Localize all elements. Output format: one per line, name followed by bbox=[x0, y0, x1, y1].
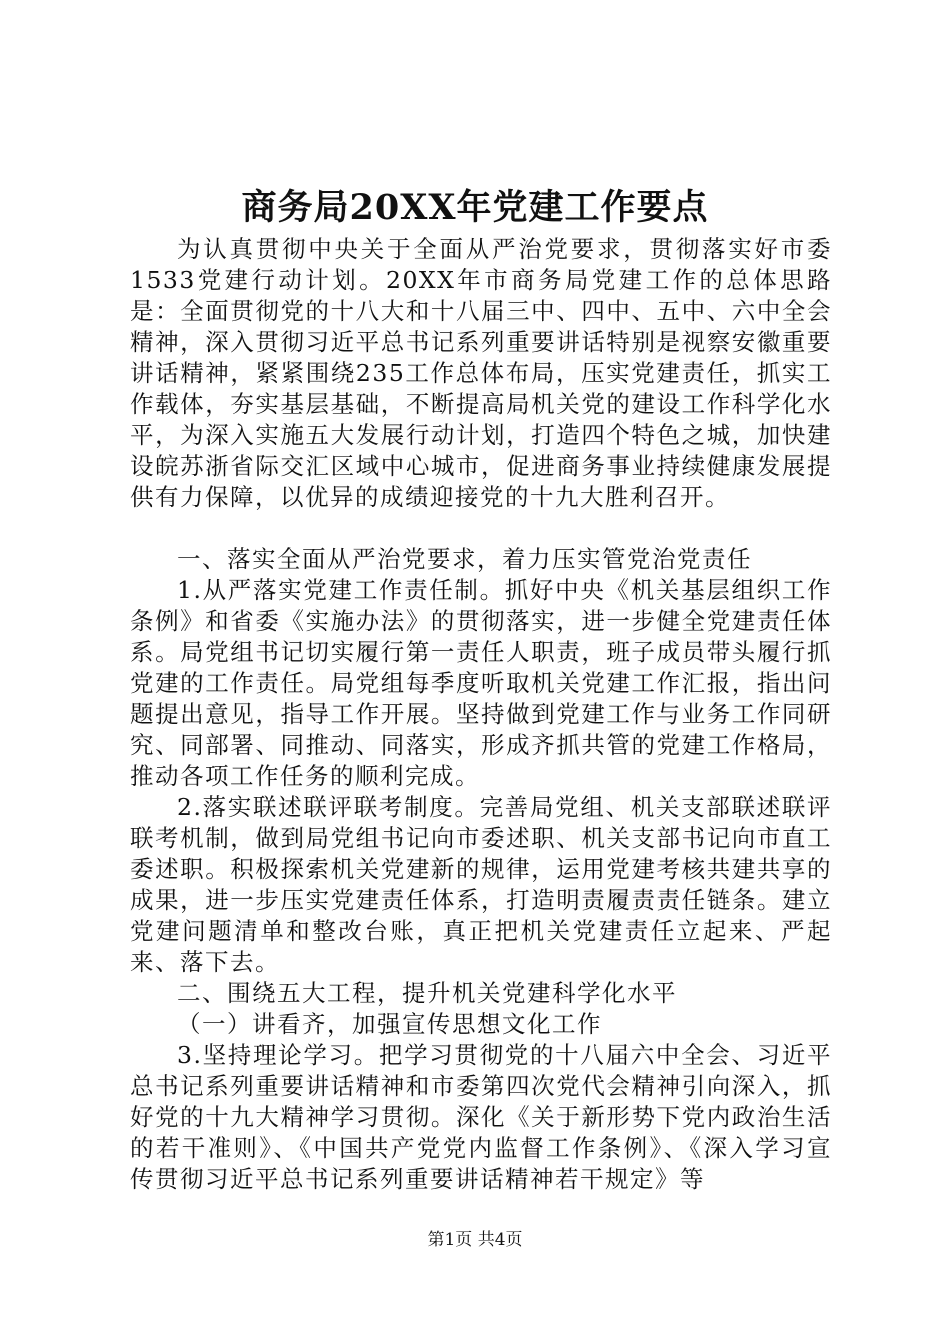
item-paragraph-2: 2.落实联述联评联考制度。完善局党组、机关支部联述联评联考机制，做到局党组书记向市委述职、机关支部书记向市直工委述职。积极探索机关党建新的规律，运用党建考核共建共享的成果，进一步压实党建责任体系，打造明责履责责任链条。建立党建问题清单和整改台账，真正把机关党建责任立起来、严起来、落下去。 bbox=[130, 793, 832, 976]
intro-paragraph: 为认真贯彻中央关于全面从严治党要求，贯彻落实好市委1533党建行动计划。20XX年市商务局党建工作的总体思路是：全面贯彻党的十八大和十八届三中、四中、五中、六中全会精神，深入贯彻习近平总书记系列重要讲话特别是视察安徽重要讲话精神，紧紧围绕235工作总体布局，压实党建责任，抓实工作载体，夯实基层基础，不断提高局机关党的建设工作科学化水平，为深入实施五大发展行动计划，打造四个特色之城，加快建设皖苏浙省际交汇区域中心城市，促进商务事业持续健康发展提供有力保障，以优异的成绩迎接党的十九大胜利召开。 bbox=[130, 235, 832, 511]
subsection-heading-1: （一）讲看齐，加强宣传思想文化工作 bbox=[177, 1010, 602, 1038]
page-number-footer: 第1页 共4页 bbox=[427, 1230, 523, 1250]
section-heading-1: 一、落实全面从严治党要求，着力压实管党治党责任 bbox=[177, 545, 752, 573]
item-paragraph-3: 3.坚持理论学习。把学习贯彻党的十八届六中全会、习近平总书记系列重要讲话精神和市委第四次党代会精神引向深入，抓好党的十九大精神学习贯彻。深化《关于新形势下党内政治生活的若干准则》、《中国共产党党内监督工作条例》、《深入学习宣传贯彻习近平总书记系列重要讲话精神若干规定》等 bbox=[130, 1041, 832, 1193]
section-heading-2: 二、围绕五大工程，提升机关党建科学化水平 bbox=[177, 979, 677, 1007]
item-paragraph-1: 1.从严落实党建工作责任制。抓好中央《机关基层组织工作条例》和省委《实施办法》的贯彻落实，进一步健全党建责任体系。局党组书记切实履行第一责任人职责，班子成员带头履行抓党建的工作责任。局党组每季度听取机关党建工作汇报，指出问题提出意见，指导工作开展。坚持做到党建工作与业务工作同研究、同部署、同推动、同落实，形成齐抓共管的党建工作格局，推动各项工作任务的顺利完成。 bbox=[130, 576, 832, 790]
document-title: 商务局20XX年党建工作要点 bbox=[241, 187, 709, 228]
document-body bbox=[130, 234, 832, 1195]
